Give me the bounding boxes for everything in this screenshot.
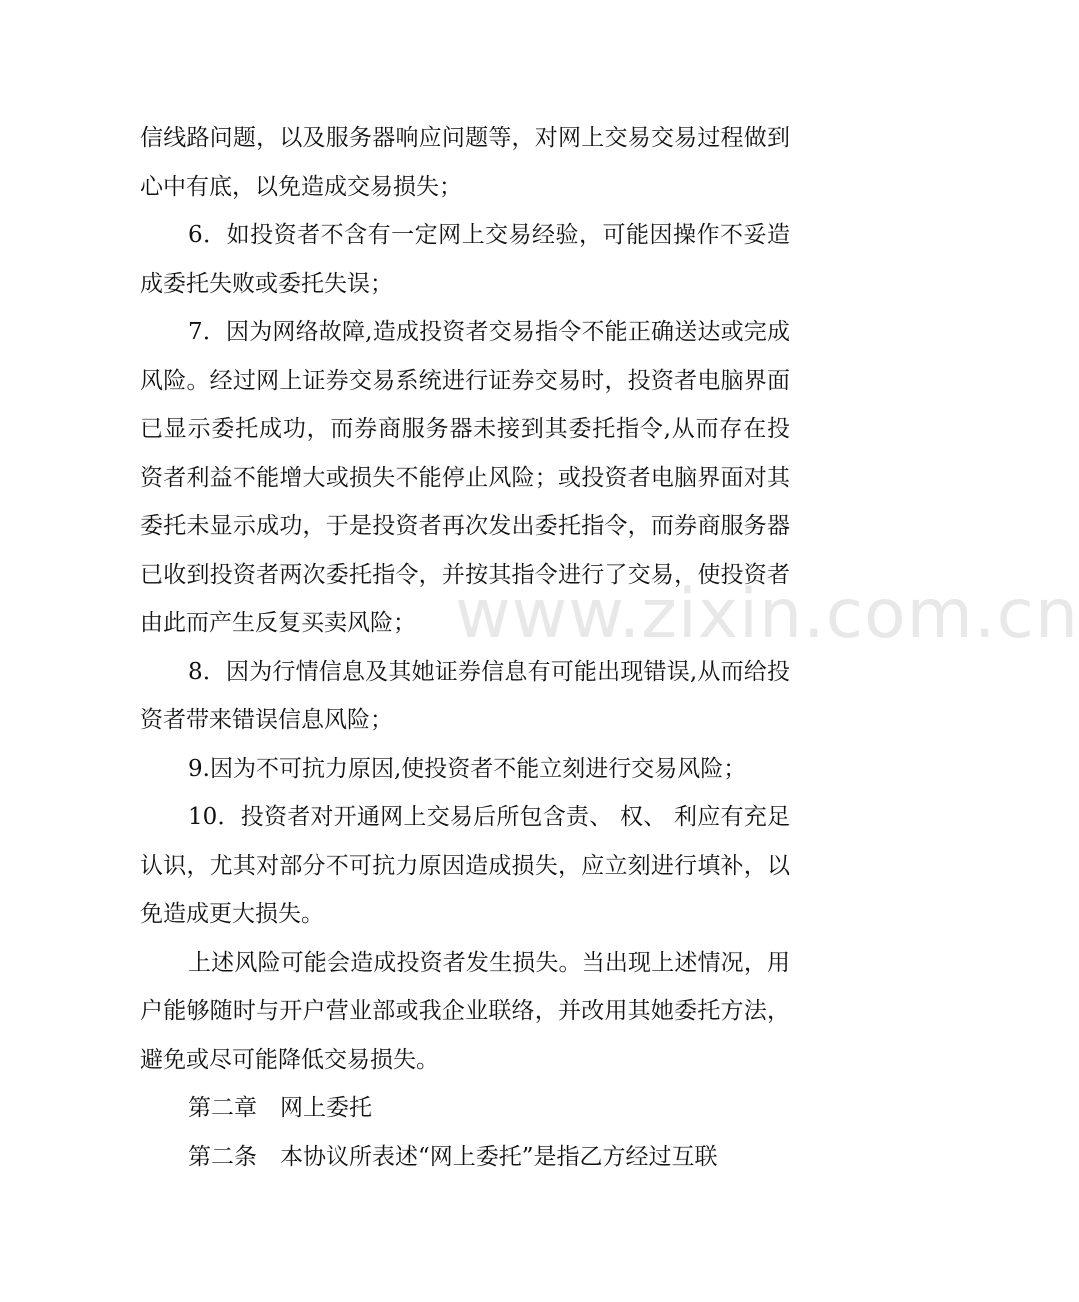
watermark-text: www.zixin.com.cn bbox=[455, 575, 1079, 654]
paragraph-risk-summary: 上述风险可能会造成投资者发生损失。当出现上述情况，用户能够随时与开户营业部或我企业联络，并改用其她委托方法，避免或尽可能降低交易损失。 bbox=[140, 949, 790, 1073]
paragraph-item-7: 7．因为网络故障,造成投资者交易指令不能正确送达或完成风险。经过网上证券交易系统进行证券交易时，投资者电脑界面已显示委托成功，而券商服务器未接到其委托指令,从而存在投资者利益不能增大或损失不能停止风险；或投资者电脑界面对其委托未显示成功，于是投资者再次发出委托指令，而券商服务器已收到投资者两次委托指令，并按其指令进行了交易，使投资者由此而产生反复买卖风险； bbox=[140, 319, 790, 636]
chapter-heading: 第二章 网上委托 bbox=[188, 1095, 372, 1121]
paragraph-item-9: 9.因为不可抗力原因,使投资者不能立刻进行交易风险； bbox=[188, 755, 747, 782]
article-two-paragraph: 第二条 本协议所表述“网上委托”是指乙方经过互联 bbox=[188, 1143, 718, 1170]
paragraph-item-8: 8．因为行情信息及其她证券信息有可能出现错误,从而给投资者带来错误信息风险； bbox=[140, 658, 790, 733]
paragraph-item-6: 6．如投资者不含有一定网上交易经验，可能因操作不妥造成委托失败或委托失误； bbox=[140, 222, 790, 297]
document-body bbox=[140, 114, 790, 1181]
paragraph-continued-text: 信线路问题，以及服务器响应问题等，对网上交易交易过程做到心中有底，以免造成交易损失； bbox=[140, 125, 790, 200]
paragraph-item-10: 10．投资者对开通网上交易后所包含责、 权、 利应有充足认识，尤其对部分不可抗力原因造成损失，应立刻进行填补，以免造成更大损失。 bbox=[140, 804, 790, 927]
